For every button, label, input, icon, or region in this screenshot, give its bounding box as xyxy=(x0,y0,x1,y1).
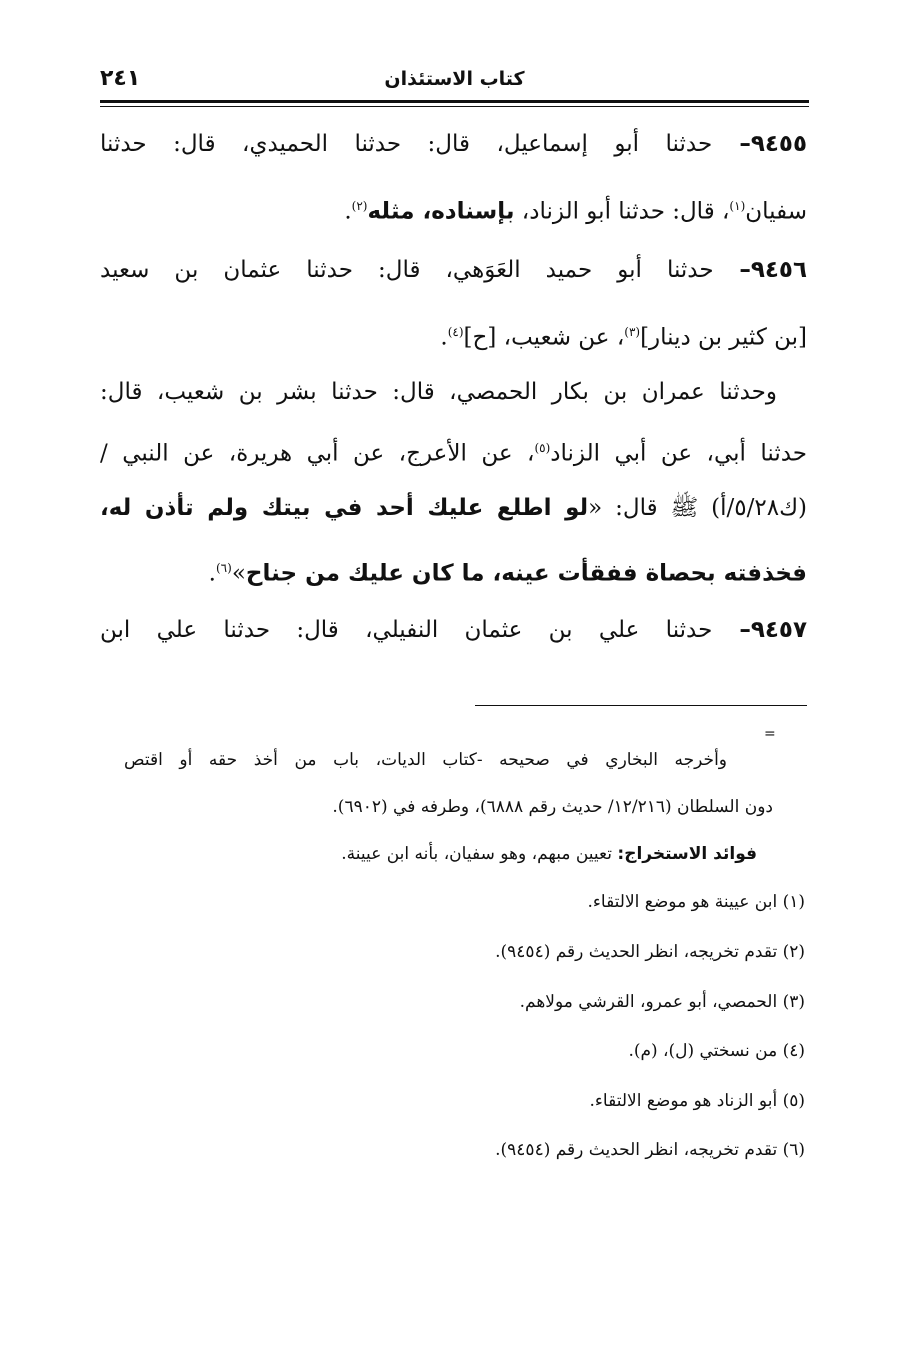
footnote-benefits: فوائد الاستخراج: تعيين مبهم، وهو سفيان، بأنه ابن عيينة. xyxy=(341,844,757,864)
hadith-number: ٩٤٥٥ xyxy=(750,131,807,157)
footnote-separator xyxy=(475,705,807,706)
footnote-continuation-line-1: وأخرجه البخاري في صحيحه -كتاب الديات، باب من أخذ حقه أو اقتص xyxy=(124,750,727,770)
page-number: ٢٤١ xyxy=(100,66,141,91)
continuation-mark: = xyxy=(764,726,776,742)
chapter-title: كتاب الاستئذان xyxy=(384,68,525,90)
header-rule-thin xyxy=(100,106,809,107)
hadith-9457-line-1: ٩٤٥٧– حدثنا علي بن عثمان النفيلي، قال: حدثنا علي ابن xyxy=(100,617,807,643)
hadith-9456-line-6: فخذفته بحصاة ففقأت عينه، ما كان عليك من جناح»$^{(٦)}$. xyxy=(208,560,807,587)
footnote-4: (٤) من نسختي (ل)، (م). xyxy=(628,1041,805,1061)
footnote-ref: (٤) xyxy=(447,325,464,339)
header-rule-thick xyxy=(100,100,809,103)
hadith-9455-line-2: سفيان$^{(١)}$، قال: حدثنا أبو الزناد، بإسناده، مثله$^{(٢)}$. xyxy=(344,198,807,225)
hadith-9456-line-4: حدثنا أبي، عن أبي الزناد$^{(٥)}$، عن الأعرج، عن أبي هريرة، عن النبي / xyxy=(100,440,808,467)
footnote-ref: (٥) xyxy=(534,441,551,455)
footnote-ref: (٦) xyxy=(215,561,232,575)
running-header xyxy=(100,66,809,96)
footnote-continuation-line-2: دون السلطان (١٢/٢١٦/ حديث رقم ٦٨٨٨)، وطرفه في (٦٩٠٢). xyxy=(332,797,773,817)
footnote-5: (٥) أبو الزناد هو موضع الالتقاء. xyxy=(589,1091,805,1111)
footnote-2: (٢) تقدم تخريجه، انظر الحديث رقم (٩٤٥٤). xyxy=(495,942,805,962)
hadith-number: ٩٤٥٦ xyxy=(750,257,807,283)
footnote-ref: (١) xyxy=(729,199,746,213)
footnote-6: (٦) تقدم تخريجه، انظر الحديث رقم (٩٤٥٤). xyxy=(495,1140,805,1160)
hadith-9456-line-1: ٩٤٥٦– حدثنا أبو حميد العَوَهي، قال: حدثنا عثمان بن سعيد xyxy=(100,257,807,283)
footnote-ref: (٢) xyxy=(351,199,368,213)
hadith-9456-line-2: [بن كثير بن دينار]$^{(٣)}$، عن شعيب، [ح]$^{(٤)}$. xyxy=(440,324,807,351)
footnote-ref: (٣) xyxy=(624,325,641,339)
hadith-number: ٩٤٥٧ xyxy=(750,617,807,643)
footnote-1: (١) ابن عيينة هو موضع الالتقاء. xyxy=(587,892,805,912)
hadith-9455-line-1: ٩٤٥٥– حدثنا أبو إسماعيل، قال: حدثنا الحميدي، قال: حدثنا xyxy=(100,131,807,157)
hadith-9456-line-3: وحدثنا عمران بن بكار الحمصي، قال: حدثنا بشر بن شعيب، قال: xyxy=(100,379,777,405)
footnote-3: (٣) الحمصي، أبو عمرو، القرشي مولاهم. xyxy=(519,992,805,1012)
hadith-9456-line-5: (ك٥/٢٨/أ) ﷺ قال: «لو اطلع عليك أحد في بيتك ولم تأذن له، xyxy=(100,495,807,521)
